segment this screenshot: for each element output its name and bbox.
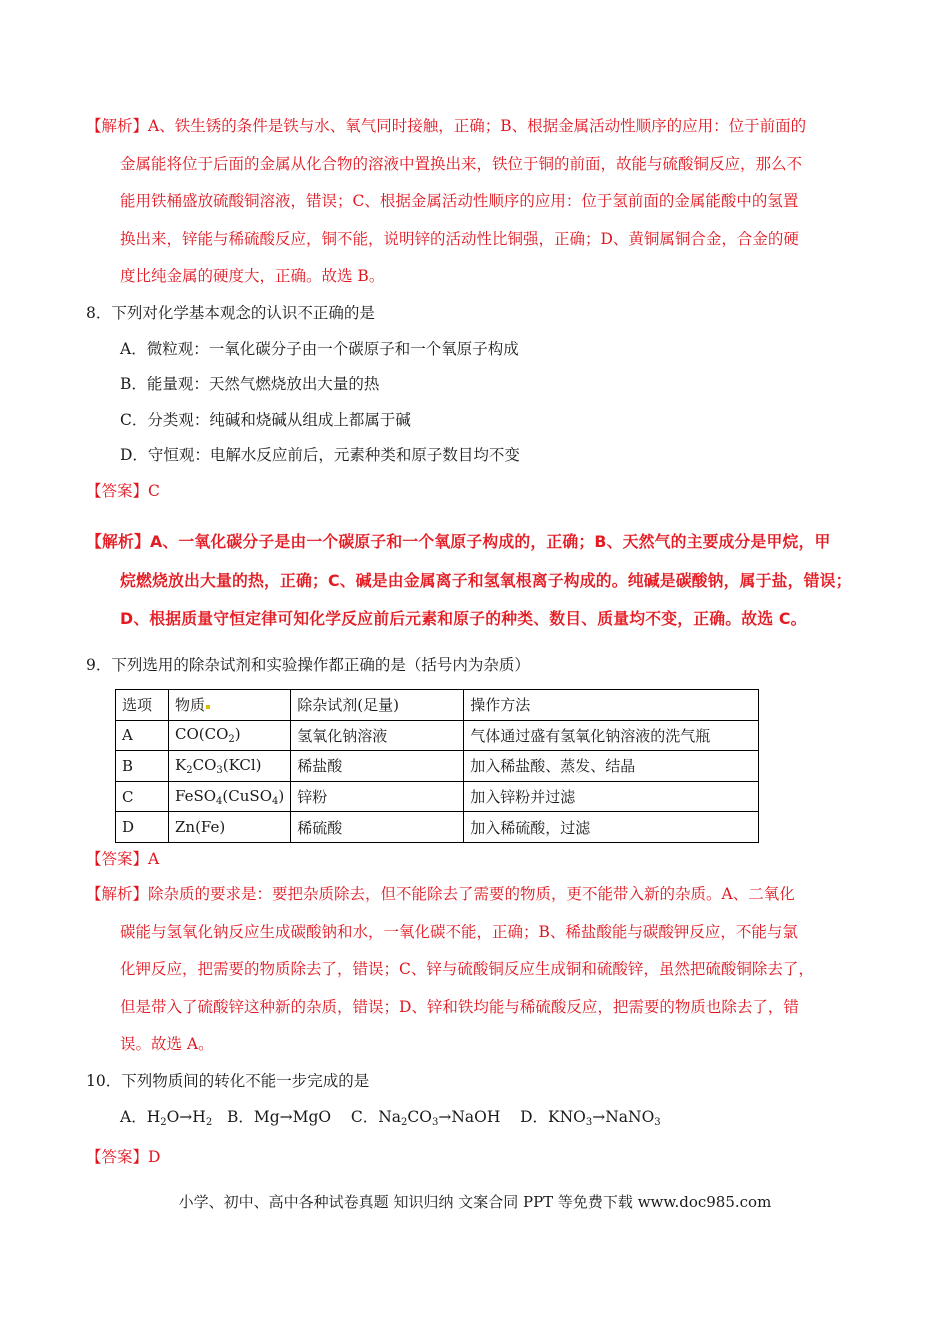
q7-explanation-line: 度比纯金属的硬度大，正确。故选 B。 (120, 267, 385, 285)
table-cell-reagent: 稀盐酸 (291, 751, 464, 782)
answer-label: 【答案】 (86, 850, 149, 868)
explanation-label: 【解析】 (86, 532, 150, 551)
question-9-explanation (86, 876, 866, 1064)
q9-explanation-line: 化钾反应，把需要的物质除去了，错误；C、锌与硫酸铜反应生成铜和硫酸锌，虽然把硫酸铜除去了， (120, 960, 814, 978)
table-header-cell: 选项 (116, 690, 169, 721)
table-cell-substance: $CO(CO_2)$ (169, 720, 291, 751)
q9-explanation-line: 【解析】除杂质的要求是：要把杂质除去，但不能除去了需要的物质，更不能带入新的杂质。A、二氧化 (86, 885, 795, 903)
impurity-removal-table (115, 689, 759, 843)
table-cell-method: 气体通过盛有氢氧化钠溶液的洗气瓶 (464, 720, 759, 751)
q8-explanation-line: 【解析】A、一氧化碳分子是由一个碳原子和一个氧原子构成的，正确；B、天然气的主要成分是甲烷，甲 (86, 532, 831, 551)
question-8-answer (86, 474, 866, 510)
highlight-mark (206, 705, 210, 709)
question-10-answer (86, 1140, 866, 1176)
table-cell-substance: Zn(Fe) (169, 812, 291, 843)
q9-explanation-line: 误。故选 A。 (120, 1035, 214, 1053)
table-header-cell: 物质 (169, 690, 291, 721)
table-cell-option: B (116, 751, 169, 782)
table-cell-reagent: 锌粉 (291, 781, 464, 812)
answer-value: C (148, 481, 160, 500)
table-row (116, 781, 759, 812)
table-header-row (116, 690, 759, 721)
q8-explanation-line: 烷燃烧放出大量的热，正确；C、碱是由金属离子和氢氧根离子构成的。纯碱是碳酸钠，属于盐，错误； (120, 570, 852, 590)
q7-explanation-line: 【解析】A、铁生锈的条件是铁与水、氧气同时接触，正确；B、根据金属活动性顺序的应用：位于前面的 (86, 117, 807, 135)
question-10-options: A．$H_2O\to H_2$ B．Mg→MgO C．$Na_2CO_3\to NaOH$ D．$KNO_3\to NaNO_3$ (120, 1107, 661, 1128)
question-8-stem: 8．下列对化学基本观念的认识不正确的是 (86, 304, 375, 322)
question-10-stem: 10．下列物质间的转化不能一步完成的是 (86, 1072, 370, 1090)
question-8-explanation (86, 523, 876, 639)
q9-explanation-line: 碳能与氢氧化钠反应生成碳酸钠和水，一氧化碳不能，正确；B、稀盐酸能与碳酸钾反应，不能与氯 (120, 922, 798, 941)
table-header-cell: 除杂试剂(足量) (291, 690, 464, 721)
table-row (116, 751, 759, 782)
table-cell-option: A (116, 720, 169, 751)
table-cell-option: D (116, 812, 169, 843)
question-8-option-c: C．分类观：纯碱和烧碱从组成上都属于碱 (120, 410, 411, 429)
question-8-option-d: D．守恒观：电解水反应前后，元素种类和原子数目均不变 (120, 446, 520, 464)
page-footer: 小学、初中、高中各种试卷真题 知识归纳 文案合同 PPT 等免费下载 www.doc985.com (178, 1193, 772, 1211)
explanation-label: 【解析】 (86, 885, 149, 903)
answer-label: 【答案】 (86, 1148, 149, 1166)
question-9-stem: 9．下列选用的除杂试剂和实验操作都正确的是（括号内为杂质） (86, 656, 530, 674)
explanation-label: 【解析】 (86, 117, 149, 135)
question-10 (86, 1064, 866, 1176)
table-row (116, 812, 759, 843)
question-8-option-b: B．能量观：天然气燃烧放出大量的热 (120, 375, 380, 393)
question-8-option-a: A．微粒观：一氧化碳分子由一个碳原子和一个氧原子构成 (120, 339, 519, 358)
answer-value: D (148, 1148, 161, 1166)
answer-label: 【答案】 (86, 481, 149, 500)
q7-explanation-line: 换出来，锌能与稀硫酸反应，铜不能，说明锌的活动性比铜强，正确；D、黄铜属铜合金，合金的硬 (120, 229, 799, 248)
q7-explanation-line: 金属能将位于后面的金属从化合物的溶液中置换出来，铁位于铜的前面，故能与硫酸铜反应，那么不 (120, 154, 803, 173)
q9-explanation-line: 但是带入了硫酸锌这种新的杂质，错误；D、锌和铁均能与稀硫酸反应，把需要的物质也除去了，错 (120, 997, 799, 1016)
table-cell-reagent: 稀硫酸 (291, 812, 464, 843)
table-cell-option: C (116, 781, 169, 812)
table-row (116, 720, 759, 751)
table-cell-substance: $K_2CO_3(KCl)$ (169, 751, 291, 782)
table-header-cell: 操作方法 (464, 690, 759, 721)
table-cell-reagent: 氢氧化钠溶液 (291, 720, 464, 751)
table-cell-substance: FeSO$_4$(CuSO$_4$) (169, 781, 291, 812)
table-cell-method: 加入稀盐酸、蒸发、结晶 (464, 751, 759, 782)
question-8 (86, 296, 866, 509)
q7-explanation (86, 108, 866, 296)
question-9-answer (86, 848, 866, 870)
table-cell-method: 加入稀硫酸，过滤 (464, 812, 759, 843)
q8-explanation-line: D、根据质量守恒定律可知化学反应前后元素和原子的种类、数目、质量均不变，正确。故选 C。 (120, 609, 807, 628)
table-cell-method: 加入锌粉并过滤 (464, 781, 759, 812)
q7-explanation-line: 能用铁桶盛放硫酸铜溶液，错误；C、根据金属活动性顺序的应用：位于氢前面的金属能酸中的氢置 (120, 192, 799, 210)
answer-value: A (148, 850, 160, 868)
